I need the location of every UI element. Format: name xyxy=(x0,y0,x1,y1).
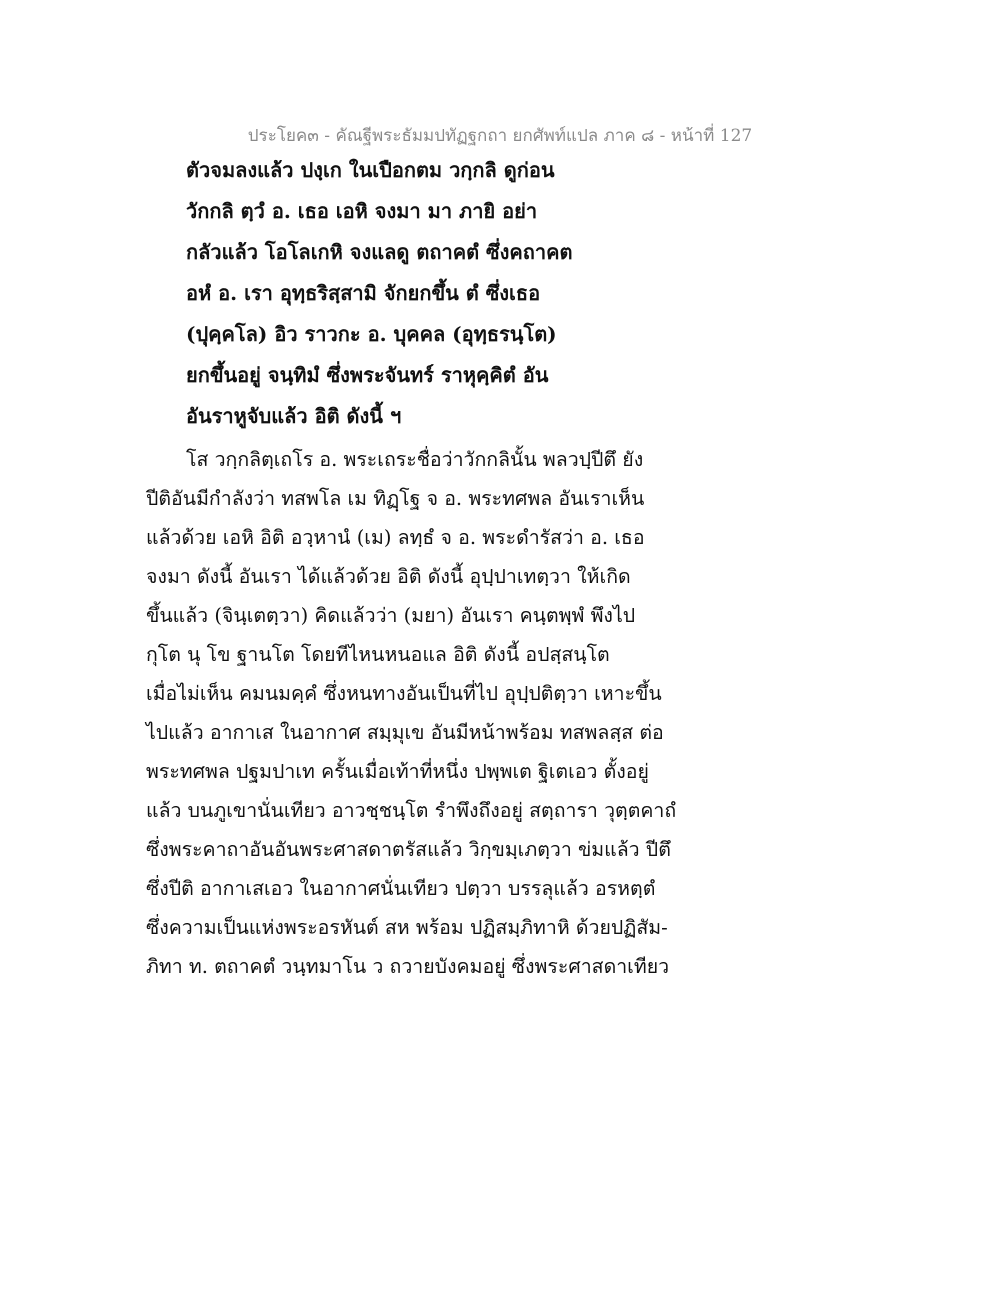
prose-line: แล้วด้วย เอหิ อิติ อวฺหานํ (เม) ลทฺธํ จ อ. พระดำรัสว่า อ. เธอ xyxy=(146,526,645,549)
prose-line: พระทศพล ปฐมปาเท ครั้นเมื่อเท้าที่หนึ่ง ปพฺพเต ฐิเตเอว ตั้งอยู่ xyxy=(146,760,649,783)
prose-line: กุโต นุ โข ฐานโต โดยทีไหนหนอแล อิติ ดังนี้ อปสฺสนฺโต xyxy=(146,643,610,666)
prose-line: ซึ่งปีติ อากาเสเอว ในอากาศนั่นเทียว ปตฺวา บรรลุแล้ว อรหตฺตํ xyxy=(146,877,656,900)
page-header: ประโยค๓ - คัณฐีพระธัมมปทัฏฐกถา ยกศัพท์แปล ภาค ๘ - หน้าที่ 127 xyxy=(247,126,753,146)
prose-line: โส วกฺกลิตฺเถโร อ. พระเถระชื่อว่าวักกลินั้น พลวปฺปีตึ ยัง xyxy=(186,448,644,471)
verse-line: ตัวจมลงแล้ว ปงฺเก ในเปือกตม วกฺกลิ ดูก่อน xyxy=(186,158,555,182)
verse-line: วักกลิ ตฺวํ อ. เธอ เอหิ จงมา มา ภายิ อย่า xyxy=(186,199,538,223)
verse-line: กลัวแล้ว โอโลเกหิ จงแลดู ตถาคตํ ซึ่งคถาคต xyxy=(186,240,573,264)
prose-line: ไปแล้ว อากาเส ในอากาศ สมฺมุเข อันมีหน้าพร้อม ทสพลสฺส ต่อ xyxy=(146,721,664,744)
prose-line: ซึ่งความเป็นแห่งพระอรหันต์ สห พร้อม ปฏิสมฺภิทาหิ ด้วยปฏิสัม- xyxy=(146,916,668,939)
verse-line: อหํ อ. เรา อุทฺธริสฺสามิ จักยกขึ้น ตํ ซึ่งเธอ xyxy=(186,281,541,305)
prose-line: แล้ว บนภูเขานั่นเทียว อาวชฺชนฺโต รำพึงถึงอยู่ สตฺถารา วุตฺตคาถํ xyxy=(146,799,677,822)
prose-line: เมื่อไม่เห็น คมนมคฺคํ ซึ่งหนทางอันเป็นที่ไป อุปฺปติตฺวา เหาะขึ้น xyxy=(146,682,662,705)
prose-line: ซึ่งพระคาถาอันอันพระศาสดาตรัสแล้ว วิกฺขมฺเภตฺวา ข่มแล้ว ปีตึ xyxy=(146,838,671,861)
prose-line: จงมา ดังนี้ อันเรา ได้แล้วด้วย อิติ ดังนี้ อุปฺปาเทตฺวา ให้เกิด xyxy=(146,565,631,588)
verse-block xyxy=(186,150,826,437)
verse-line: อันราหูจับแล้ว อิติ ดังนี้ ฯ xyxy=(186,404,402,428)
verse-line: (ปุคฺคโล) อิว ราวกะ อ. บุคคล (อุทฺธรนฺโต) xyxy=(186,322,557,346)
prose-block xyxy=(146,440,866,986)
prose-line: ขึ้นแล้ว (จินฺเตตฺวา) คิดแล้วว่า (มยา) อันเรา คนฺตพฺพํ พึงไป xyxy=(146,604,636,627)
verse-line: ยกขึ้นอยู่ จนฺทิมํ ซึ่งพระจันทร์ ราหุคฺคิตํ อัน xyxy=(186,363,549,387)
prose-line: ปีติอันมีกำลังว่า ทสพโล เม ทิฏฺโฐ จ อ. พระทศพล อันเราเห็น xyxy=(146,487,645,510)
prose-line: ภิทา ท. ตถาคตํ วนฺทมาโน ว ถวายบังคมอยู่ ซึ่งพระศาสดาเทียว xyxy=(146,955,670,978)
